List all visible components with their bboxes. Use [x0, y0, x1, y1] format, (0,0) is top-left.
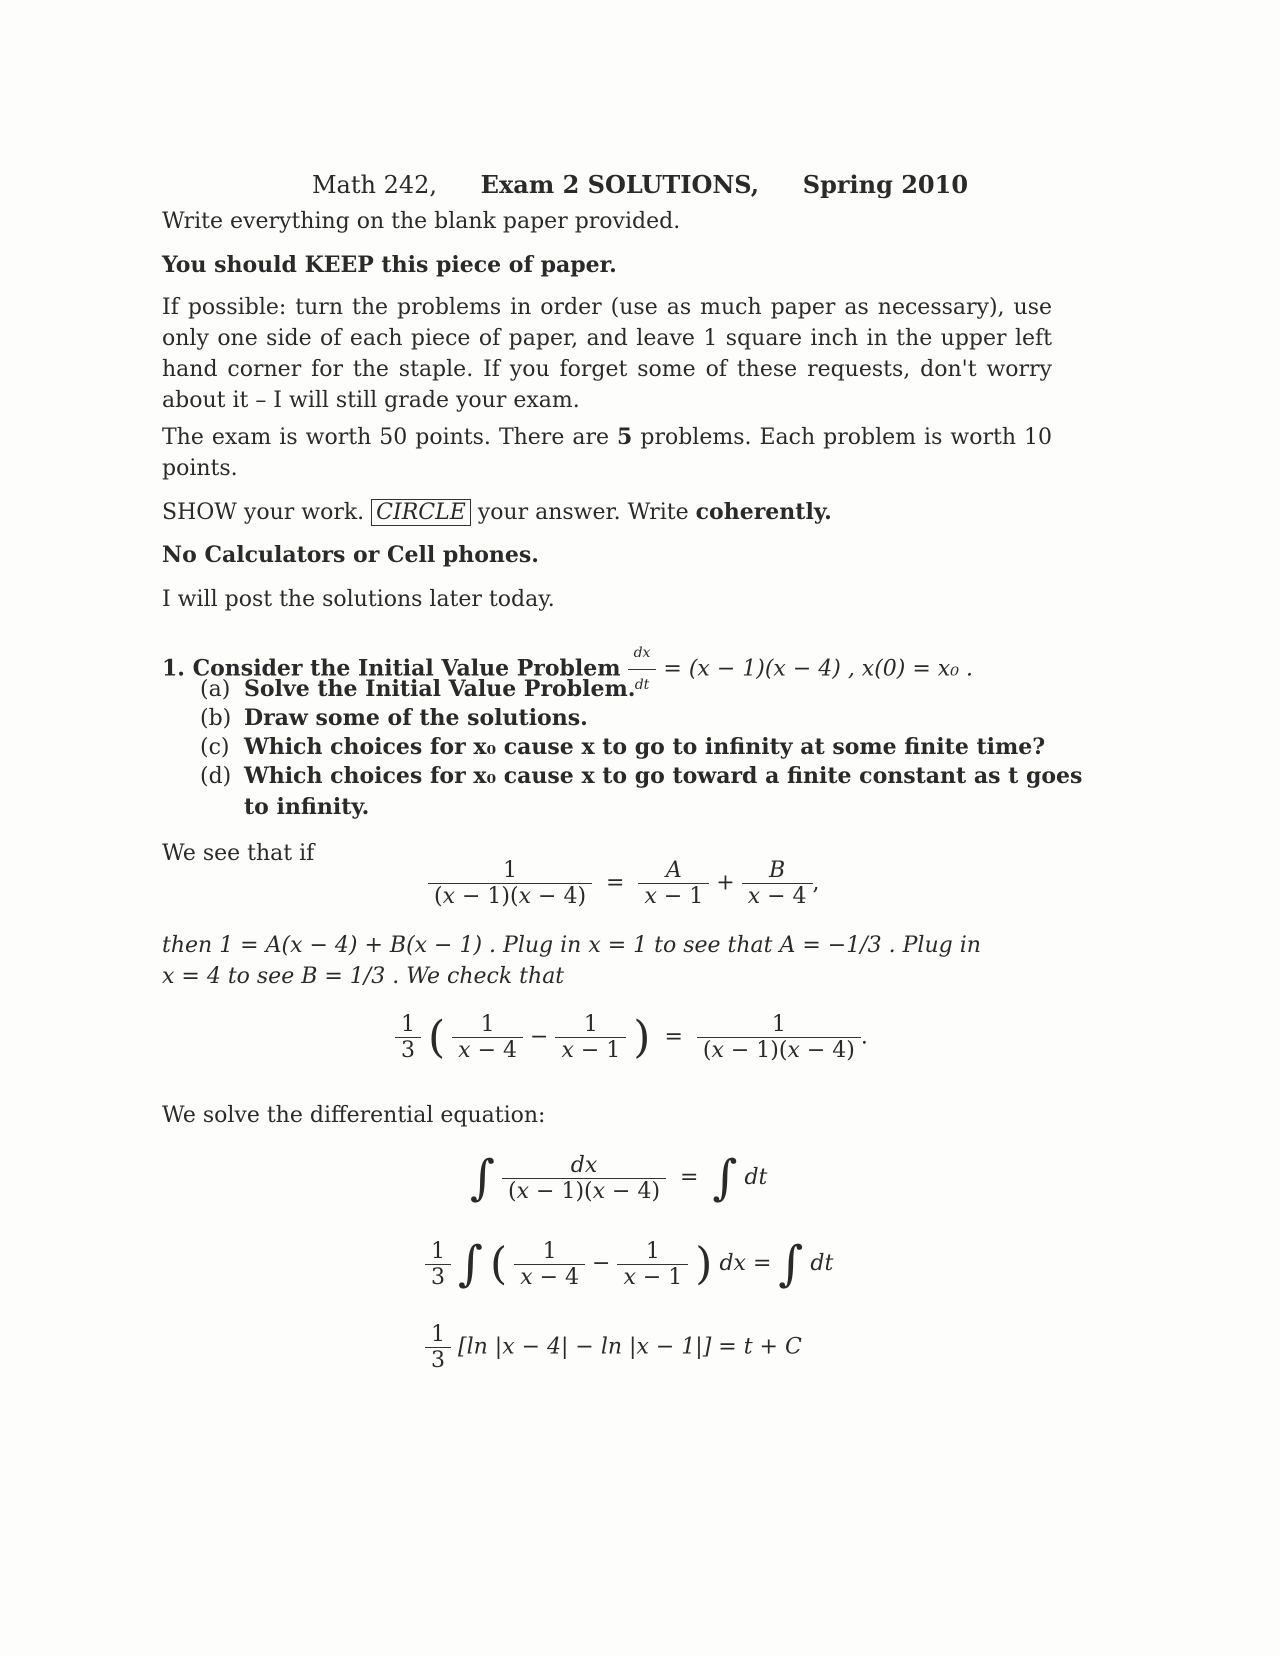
instruction-show-work: [162, 497, 1052, 528]
solve-intro: We solve the differential equation:: [162, 1103, 546, 1128]
instruction-post: I will post the solutions later today.: [162, 587, 555, 612]
log-expression: [ln |x − 4| − ln |x − 1|] = t + C: [458, 1334, 802, 1360]
integral-sign: ∫: [470, 1150, 496, 1206]
integral-sign: ∫: [458, 1236, 484, 1292]
third-fraction: $\frac{1}{3}$: [425, 1239, 451, 1290]
problem-1a: [200, 674, 1060, 705]
instruction-keep: You should KEEP this piece of paper.: [162, 252, 617, 278]
lhs-fraction: $\frac{1}{(x - 1)(x - 4)}$: [428, 858, 592, 909]
solution-intro: We see that if: [162, 841, 315, 866]
integral-result: [425, 1322, 802, 1373]
text-d: Which choices for x₀ cause x to go toward a finite constant as t goes to infinity.: [244, 763, 1083, 820]
exam-title: [0, 170, 1280, 199]
instruction-line-1: Write everything on the blank paper provided.: [162, 209, 681, 234]
problem-1-title: 1. Consider the Initial Value Problem: [162, 655, 621, 682]
integral-sign: ∫: [778, 1236, 804, 1292]
third-fraction: $\frac{1}{3}$: [395, 1012, 421, 1063]
label-b: (b): [200, 706, 232, 731]
partial-fraction-equation: $\frac{1}{(x - 1)(x - 4)}$ = $\frac{A}{x - 1}$ + $\frac{B}{x - 4}$ ,: [428, 858, 820, 909]
text-b: Draw some of the solutions.: [244, 705, 588, 731]
x-minus-1-fraction: $\frac{1}{x - 1}$: [617, 1239, 688, 1290]
label-c: (c): [200, 735, 230, 760]
problem-count: 5: [617, 424, 633, 450]
x-minus-4-fraction: $\frac{1}{x - 4}$: [514, 1239, 585, 1290]
instruction-no-calculators: No Calculators or Cell phones.: [162, 542, 539, 568]
show-text-b: your answer. Write: [470, 500, 696, 525]
third-fraction: $\frac{1}{3}$: [425, 1322, 451, 1373]
exam-term: Spring 2010: [802, 170, 969, 199]
points-text-a: The exam is worth 50 points. There are: [162, 425, 618, 450]
show-text-a: SHOW your work.: [162, 500, 372, 525]
integral-equation-2: $\frac{1}{3}$ ∫ ( $\frac{1}{x - 4}$ − $\frac{1}{x - 1}$ ) dx = ∫ dt: [425, 1236, 833, 1292]
circle-box: CIRCLE: [371, 499, 471, 526]
a-fraction: $\frac{A}{x - 1}$: [638, 858, 709, 909]
b-fraction: $\frac{B}{x - 4}$: [742, 858, 813, 909]
label-a: (a): [200, 677, 231, 702]
integrand-fraction: $\frac{dx}{(x - 1)(x - 4)}$: [502, 1153, 666, 1204]
text-a: Solve the Initial Value Problem.: [244, 676, 636, 702]
solution-then-line-2: x = 4 to see B = 1/3 . We check that: [162, 964, 565, 989]
ivp-equation: = (x − 1)(x − 4) , x(0) = x₀ .: [663, 656, 974, 682]
right-paren: ): [695, 1238, 713, 1290]
solution-then-line-1: then 1 = A(x − 4) + B(x − 1) . Plug in x = 1 to see that A = −1/3 . Plug in: [162, 933, 981, 958]
text-c: Which choices for x₀ cause x to go to infinity at some finite time?: [244, 734, 1046, 760]
product-fraction: $\frac{1}{(x - 1)(x - 4)}$: [697, 1012, 861, 1063]
x-minus-4-fraction: $\frac{1}{x - 4}$: [452, 1012, 523, 1063]
instruction-paragraph: If possible: turn the problems in order (use as much paper as necessary), use only one side of each piece of paper, and leave 1 square inch in the upper left hand corner for the staple. If you forget some of these requests, don't worry about it – I will still grade your exam.: [162, 295, 1052, 413]
right-paren: ): [633, 1012, 651, 1063]
problem-1c: [200, 732, 1060, 763]
integral-sign: ∫: [712, 1150, 738, 1206]
problem-1b: [200, 703, 1060, 734]
x-minus-1-fraction: $\frac{1}{x - 1}$: [555, 1012, 626, 1063]
dxdt-fraction: $\frac{dx}{dt}$: [628, 638, 657, 701]
instruction-points: [162, 422, 1052, 484]
check-equation: $\frac{1}{3}$ ( $\frac{1}{x - 4}$ − $\frac{1}{x - 1}$ ) = $\frac{1}{(x - 1)(x - 4)}$ .: [395, 1012, 868, 1063]
points-text-b: problems. Each problem is worth 10 points.: [162, 425, 1052, 481]
show-text-c: coherently.: [695, 499, 832, 525]
course-name: Math 242,: [311, 171, 438, 199]
integral-equation-1: ∫ $\frac{dx}{(x - 1)(x - 4)}$ = ∫ dt: [470, 1150, 768, 1206]
problem-1d: [200, 761, 1104, 823]
left-paren: (: [428, 1012, 446, 1063]
exam-name: Exam 2 SOLUTIONS,: [480, 170, 760, 199]
left-paren: (: [490, 1238, 508, 1290]
label-d: (d): [200, 764, 232, 789]
